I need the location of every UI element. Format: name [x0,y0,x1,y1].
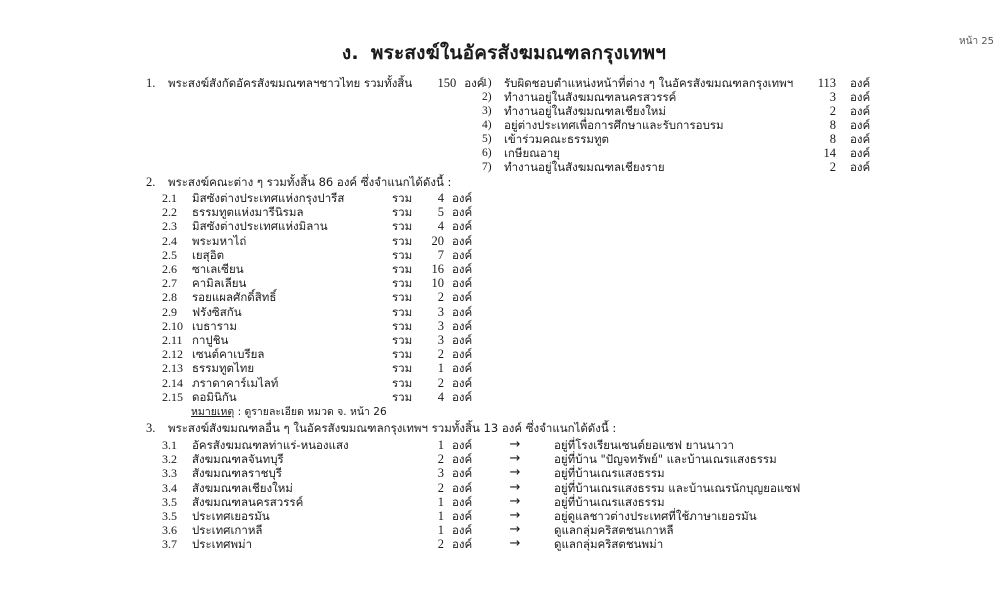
section1-text: พระสงฆ์สังกัดอัครสังฆมณฑลฯชาวไทย รวมทั้งสิ้น [168,76,413,90]
section3-number: 3. [146,421,156,435]
item-unit: องค์ [850,160,871,174]
item-label: สังฆมณฑลเชียงใหม่ [192,480,293,495]
section2-item [162,219,472,233]
item-number: 2) [482,91,492,103]
section1-item [482,104,870,118]
item-number: 2.12 [162,347,183,362]
item-number: 2.4 [162,233,177,248]
section2-heading [146,175,451,189]
item-label: ฟรังซิสกัน [192,304,242,319]
section1-item [482,118,870,132]
item-sum-label: รวม [392,247,413,262]
section3-item [162,438,734,452]
item-label: ธรรมทูตแห่งมารีนิรมล [192,205,304,220]
section1-item [482,90,870,104]
item-number: 2.6 [162,262,177,276]
item-number: 3.6 [162,523,177,538]
item-number: 2.9 [162,304,177,319]
section1-item [482,146,870,160]
item-label: เกษียณอายุ [504,146,560,160]
item-count: 4 [437,219,444,234]
item-unit: องค์ [850,146,871,160]
item-label: มิสซังต่างประเทศแห่งกรุงปารีส [192,191,345,205]
item-unit: องค์ [452,333,473,347]
item-number: 3.4 [162,480,177,495]
section1-heading [146,76,484,90]
item-count: 1 [437,494,444,509]
item-count: 113 [817,76,836,90]
item-label: กาปูชิน [192,333,229,347]
item-unit: องค์ [452,233,473,248]
arrow-right-icon: → [509,451,521,467]
section1-item [482,76,870,90]
item-unit: องค์ [452,509,473,523]
section1-item [482,132,870,146]
item-count: 1 [437,523,444,538]
section2-item [162,361,472,375]
item-number: 3) [482,105,492,117]
item-unit: องค์ [452,438,473,452]
page-number: หน้า 25 [959,36,994,47]
item-label: ประเทศเกาหลี [192,523,263,538]
item-sum-label: รวม [392,389,413,404]
item-count: 3 [437,333,444,347]
item-unit: องค์ [850,118,871,132]
section3-item [162,509,757,523]
item-unit: องค์ [452,318,473,333]
item-count: 2 [437,452,444,467]
item-number: 2.13 [162,361,183,376]
title-text: พระสงฆ์ในอัครสังฆมณฑลกรุงเทพฯ [370,42,667,64]
item-label: ธรรมทูตไทย [192,361,255,376]
item-number: 3.1 [162,438,177,452]
item-unit: องค์ [452,523,473,538]
item-count: 5 [437,205,444,220]
section2-text: พระสงฆ์คณะต่าง ๆ รวมทั้งสิ้น 86 องค์ ซึ่งจำแนกได้ดังนี้ : [168,175,452,189]
item-label: เข้าร่วมคณะธรรมทูต [504,132,610,146]
item-unit: องค์ [452,219,473,234]
section2-item [162,333,472,347]
item-number: 2.8 [162,290,177,305]
item-number: 2.1 [162,191,177,205]
item-label: อยู่ต่างประเทศเพื่อการศึกษาและรับการอบรม [504,118,724,132]
section3-item [162,523,674,537]
item-detail: อยู่ที่บ้าน "ปัญจทรัพย์" และบ้านเณรแสงธรรม [554,452,777,467]
item-detail: อยู่ที่โรงเรียนเซนต์ยอแซฟ ยานนาวา [554,438,734,452]
item-label: รับผิดชอบตำแหน่งหน้าที่ต่าง ๆ ในอัครสังฆมณฑลกรุงเทพฯ [504,76,794,90]
item-label: ทำงานอยู่ในสังฆมณฑลเชียงราย [504,160,665,174]
item-detail: อยู่ที่บ้านเณรแสงธรรม [554,466,665,481]
item-label: ภราดาคาร์เมไลท์ [192,375,279,390]
item-label: อัครสังฆมณฑลท่าแร่-หนองแสง [192,438,349,452]
item-unit: องค์ [452,262,473,276]
section1-total: 150 [437,76,457,90]
item-number: 5) [482,133,492,145]
section2-number: 2. [146,175,156,189]
arrow-right-icon: → [509,479,521,495]
section3-text: พระสงฆ์สังฆมณฑลอื่น ๆ ในอัครสังฆมณฑลกรุงเทพฯ รวมทั้งสิ้น 13 องค์ ซึ่งจำแนกได้ดังนี้ : [168,421,617,435]
title-lead: ง. [341,42,359,64]
item-sum-label: รวม [392,361,413,376]
item-number: 2.5 [162,247,177,262]
item-label: สังฆมณฑลจันทบุรี [192,452,284,467]
arrow-right-icon: → [509,493,521,509]
section3-item [162,537,663,551]
section1-number: 1. [146,76,156,90]
item-count: 2 [829,104,836,118]
item-count: 1 [437,361,444,376]
arrow-right-icon: → [509,522,521,538]
item-number: 4) [482,119,492,131]
item-unit: องค์ [452,389,473,404]
item-label: ซาเลเซียน [192,262,244,276]
item-number: 2.7 [162,276,177,291]
item-number: 7) [482,161,492,173]
item-number: 2.3 [162,219,177,234]
item-count: 2 [437,480,444,495]
item-unit: องค์ [452,494,473,509]
item-unit: องค์ [850,90,871,104]
item-unit: องค์ [452,290,473,305]
section2-item [162,390,472,404]
section2-item [162,248,472,262]
note-label: หมายเหตุ [191,406,235,418]
arrow-right-icon: → [509,437,521,452]
section2-item [162,262,472,276]
item-number: 3.5 [162,509,177,523]
section1-item [482,160,870,174]
item-label: มิสซังต่างประเทศแห่งมิลาน [192,219,328,234]
item-count: 7 [437,247,444,262]
item-number: 2.15 [162,389,183,404]
section3-item [162,495,665,509]
item-count: 16 [431,262,444,276]
item-label: สังฆมณฑลนครสวรรค์ [192,494,304,509]
item-label: รอยแผลศักดิ์สิทธิ์ [192,290,277,305]
item-label: เยสุอิต [192,247,225,262]
item-unit: องค์ [850,104,871,118]
item-unit: องค์ [452,191,473,205]
item-unit: องค์ [452,537,473,552]
item-unit: องค์ [452,276,473,291]
section3-item [162,466,665,480]
item-unit: องค์ [452,205,473,220]
item-sum-label: รวม [392,191,413,205]
item-number: 3.7 [162,537,177,552]
section2-item [162,290,472,304]
section2-note [191,405,387,419]
item-unit: องค์ [452,375,473,390]
item-count: 2 [829,160,836,174]
section2-item [162,347,472,361]
item-unit: องค์ [452,480,473,495]
item-detail: ดูแลกลุ่มคริสตชนเกาหลี [554,523,674,538]
item-unit: องค์ [850,132,871,146]
item-count: 1 [437,509,444,523]
item-count: 2 [437,347,444,362]
section2-item [162,305,472,319]
item-count: 3 [437,304,444,319]
item-detail: ดูแลกลุ่มคริสตชนพม่า [554,537,664,552]
item-number: 2.2 [162,205,177,220]
item-detail: อยู่ที่บ้านเณรแสงธรรม และบ้านเณรนักบุญยอแซฟ [554,480,801,495]
item-label: เบธาราม [192,318,237,333]
item-unit: องค์ [452,347,473,362]
item-count: 10 [431,276,444,291]
arrow-right-icon: → [509,508,521,523]
item-sum-label: รวม [392,276,413,291]
item-sum-label: รวม [392,333,413,347]
section3-item [162,452,777,466]
section1-unit: องค์ [464,76,485,90]
item-count: 3 [437,318,444,333]
item-label: เซนต์คาเบรียล [192,347,265,362]
item-number: 2.14 [162,375,183,390]
item-sum-label: รวม [392,205,413,220]
item-count: 2 [437,537,444,552]
item-number: 6) [482,147,492,159]
item-number: 3.5 [162,494,177,509]
item-number: 2.11 [162,333,183,347]
item-count: 14 [823,146,836,160]
item-sum-label: รวม [392,262,413,276]
item-count: 3 [437,466,444,481]
item-label: พระมหาไถ่ [192,233,247,248]
arrow-right-icon: → [509,536,521,552]
item-detail: อยู่ดูแลชาวต่างประเทศที่ใช้ภาษาเยอรมัน [554,509,757,523]
section2-item [162,234,472,248]
item-unit: องค์ [452,304,473,319]
item-unit: องค์ [850,76,871,90]
page-title [0,38,1008,68]
item-count: 8 [829,118,836,132]
item-unit: องค์ [452,466,473,481]
item-label: สังฆมณฑลราชบุรี [192,466,282,481]
item-sum-label: รวม [392,318,413,333]
item-count: 3 [829,90,836,104]
item-label: ประเทศพม่า [192,537,253,552]
item-label: ทำงานอยู่ในสังฆมณฑลเชียงใหม่ [504,104,666,118]
item-count: 2 [437,290,444,305]
section2-item [162,376,472,390]
item-sum-label: รวม [392,233,413,248]
item-count: 2 [437,375,444,390]
item-sum-label: รวม [392,375,413,390]
item-detail: อยู่ที่บ้านเณรแสงธรรม [554,494,665,509]
item-number: 3.3 [162,466,177,481]
section2-item [162,191,472,205]
item-sum-label: รวม [392,304,413,319]
item-count: 1 [437,438,444,452]
item-count: 20 [431,233,444,248]
item-label: ดอมินิกัน [192,389,237,404]
item-label: คามิลเลียน [192,276,247,291]
item-unit: องค์ [452,452,473,467]
note-text: : ดูรายละเอียด หมวด จ. หน้า 26 [234,406,387,418]
section2-item [162,319,472,333]
section3-heading [146,421,616,435]
item-sum-label: รวม [392,219,413,234]
item-count: 8 [829,132,836,146]
item-unit: องค์ [452,361,473,376]
section2-item [162,205,472,219]
item-sum-label: รวม [392,347,413,362]
item-label: ทำงานอยู่ในสังฆมณฑลนครสวรรค์ [504,90,677,104]
arrow-right-icon: → [509,465,521,481]
item-unit: องค์ [452,247,473,262]
item-number: 3.2 [162,452,177,467]
item-sum-label: รวม [392,290,413,305]
item-count: 4 [437,191,444,205]
item-count: 4 [437,389,444,404]
item-number: 1) [482,77,492,89]
item-label: ประเทศเยอรมัน [192,509,270,523]
section3-item [162,481,800,495]
item-number: 2.10 [162,318,183,333]
section2-item [162,276,472,290]
